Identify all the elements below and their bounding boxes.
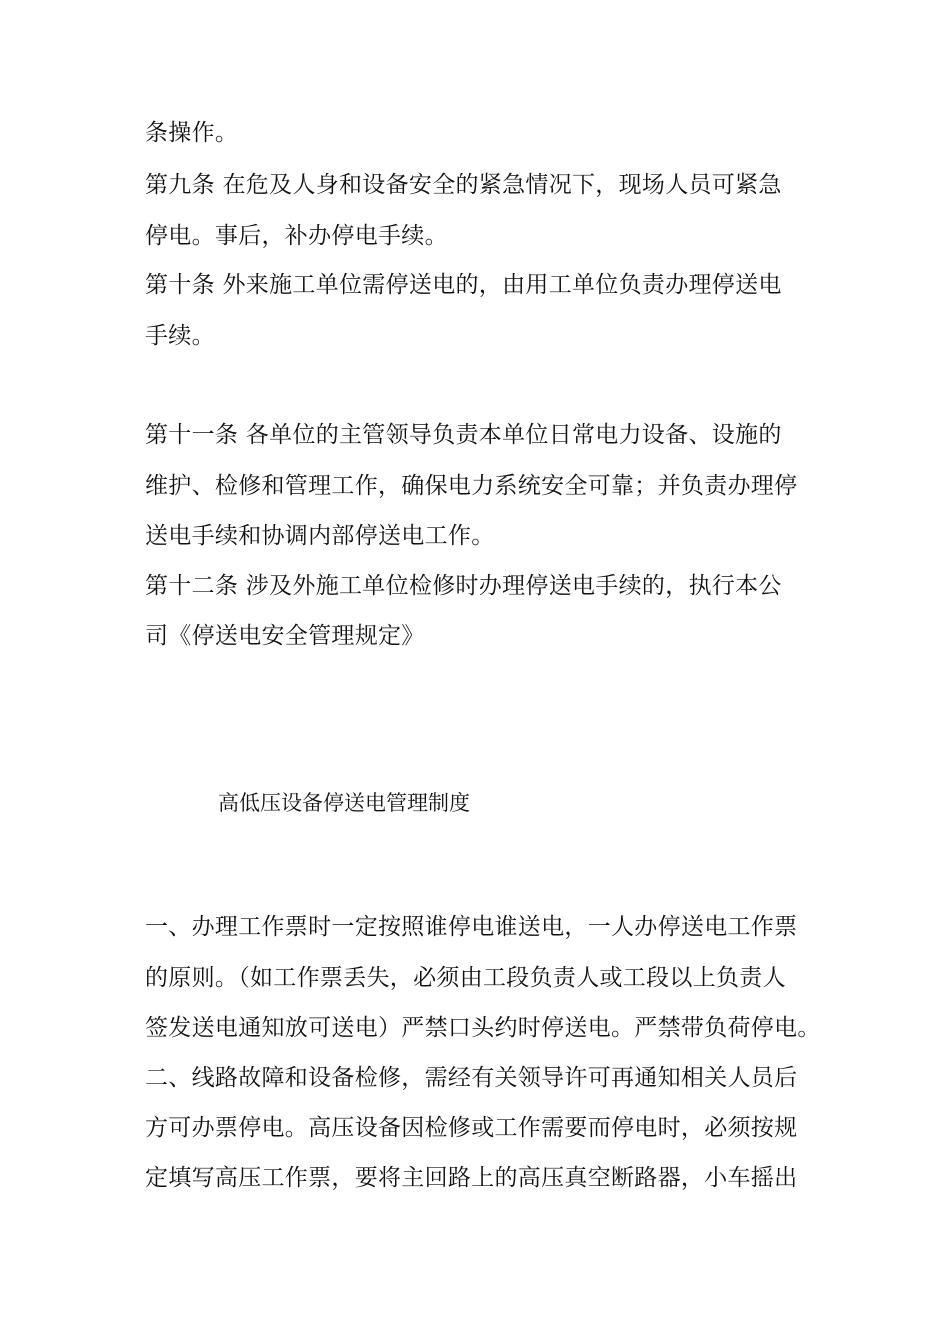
text-line: 送电手续和协调内部停送电工作。 xyxy=(145,523,495,549)
text-line: 条操作。 xyxy=(145,120,239,146)
text-line: 一、办理工作票时一定按照谁停电谁送电，一人办停送电工作票 xyxy=(145,914,798,940)
text-line: 签发送电通知放可送电）严禁口头约时停送电。严禁带负荷停电。 xyxy=(145,1015,821,1041)
section-title: 高低压设备停送电管理制度 xyxy=(218,791,470,815)
text-line: 维护、检修和管理工作，确保电力系统安全可靠；并负责办理停 xyxy=(145,473,798,499)
text-line: 第十一条 各单位的主管领导负责本单位日常电力设备、设施的 xyxy=(145,422,782,448)
text-line: 第十条 外来施工单位需停送电的，由用工单位负责办理停送电 xyxy=(145,272,782,298)
text-line: 第九条 在危及人身和设备安全的紧急情况下，现场人员可紧急 xyxy=(145,172,782,198)
text-line: 方可办票停电。高压设备因检修或工作需要而停电时，必须按规 xyxy=(145,1115,798,1141)
text-line: 二、线路故障和设备检修，需经有关领导许可再通知相关人员后 xyxy=(145,1065,798,1091)
text-line: 第十二条 涉及外施工单位检修时办理停送电手续的，执行本公 xyxy=(145,573,782,599)
text-line: 停电。事后，补办停电手续。 xyxy=(145,223,448,249)
text-line: 手续。 xyxy=(145,323,215,349)
text-line: 司《停送电安全管理规定》 xyxy=(145,623,425,649)
text-line: 的原则。（如工作票丢失，必须由工段负责人或工段以上负责人 xyxy=(145,965,786,991)
text-line: 定填写高压工作票，要将主回路上的高压真空断路器，小车摇出 xyxy=(145,1165,798,1191)
